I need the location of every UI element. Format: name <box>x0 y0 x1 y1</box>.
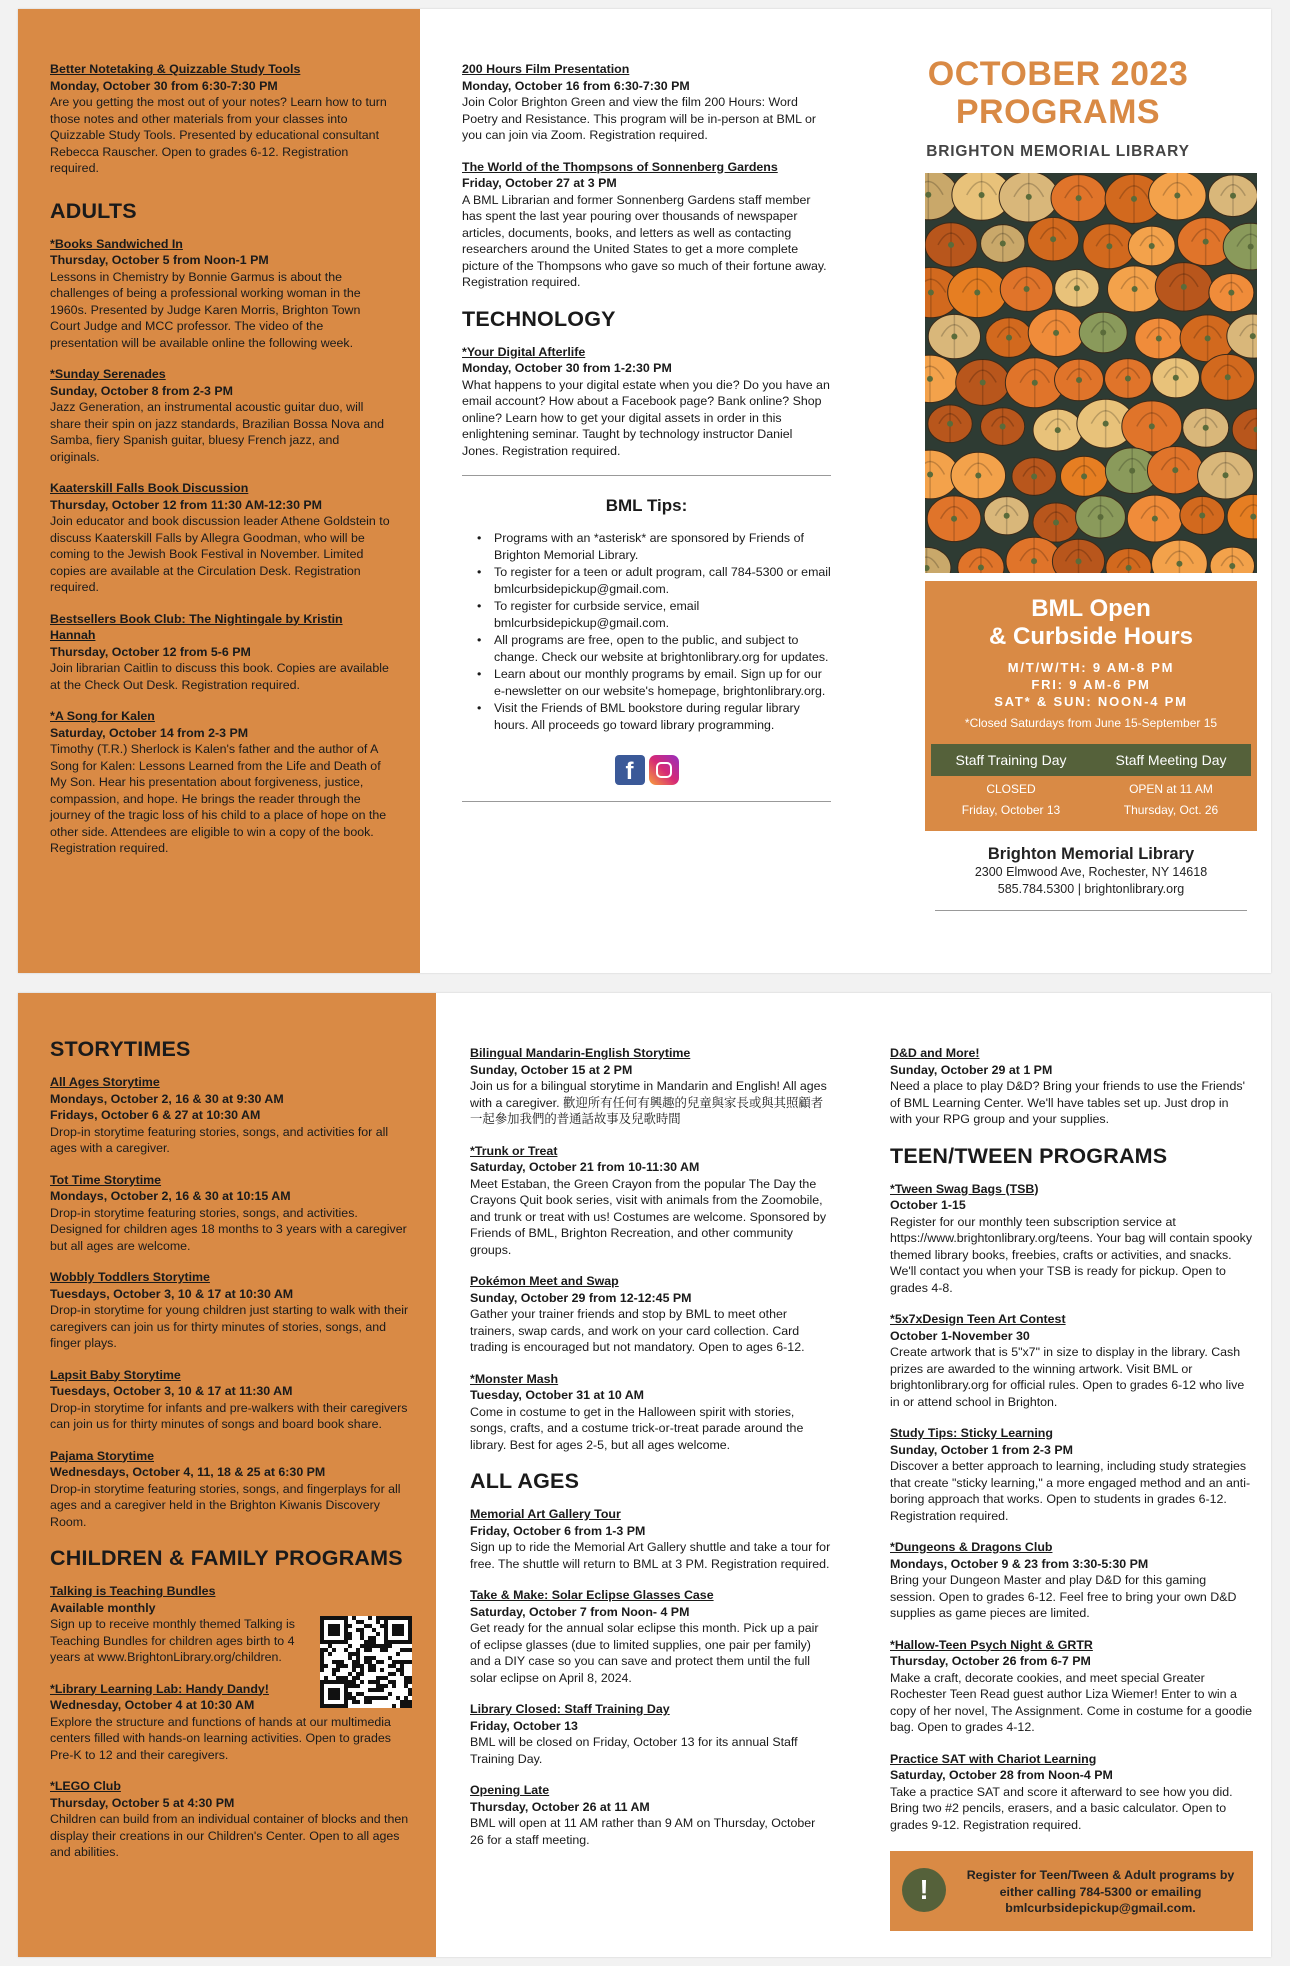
all-ages-heading: ALL AGES <box>470 1469 580 1493</box>
event-item <box>890 1311 1253 1410</box>
library-subtitle: BRIGHTON MEMORIAL LIBRARY <box>926 143 1190 160</box>
library-contact: 585.784.5300 | brightonlibrary.org <box>997 882 1185 896</box>
event-item <box>50 611 390 694</box>
event-item <box>470 1782 832 1848</box>
event-when: Monday, October 16 from 6:30-7:30 PM <box>462 78 690 93</box>
social-links <box>462 755 831 785</box>
page-title <box>845 55 1271 131</box>
event-item <box>890 1181 1253 1297</box>
hours-friday: FRI: 9 AM-6 PM <box>1031 677 1151 692</box>
event-when: Saturday, October 7 from Noon- 4 PM <box>470 1604 690 1619</box>
event-title[interactable]: *A Song for Kalen <box>50 709 155 723</box>
event-item <box>890 1751 1253 1834</box>
event-description: Make a craft, decorate cookies, and meet special Greater Rochester Teen Read guest author Liza Wiemer! Enter to win a copy of her novel, The Assignment. Come in costume for a goodie bag. Open to grades 4-12. <box>890 1670 1253 1734</box>
register-box <box>890 1851 1253 1931</box>
qr-code <box>320 1616 412 1708</box>
tips-title: BML Tips: <box>605 496 688 515</box>
event-when: Friday, October 6 from 1-3 PM <box>470 1523 646 1538</box>
staff-training-label: Staff Training Day <box>931 744 1091 776</box>
event-item <box>470 1273 832 1356</box>
event-title[interactable]: Memorial Art Gallery Tour <box>470 1507 621 1521</box>
event-when: Sunday, October 15 at 2 PM <box>470 1062 633 1077</box>
children-events <box>50 1583 412 1861</box>
event-description: Need a place to play D&D? Bring your friends to use the Friends' of BML Learning Center. We'll have tables set up. Just drop in with your RPG group and your supplies. <box>890 1079 1245 1126</box>
event-description: Drop-in storytime for infants and pre-walkers with their caregivers can join us for thirty minutes of songs and board book share. <box>50 1400 408 1431</box>
staff-days <box>931 744 1251 818</box>
event-title[interactable]: Pajama Storytime <box>50 1448 154 1463</box>
event-item <box>50 1583 412 1666</box>
event-when: Tuesdays, October 3, 10 & 17 at 11:30 AM <box>50 1384 293 1398</box>
hours-note: *Closed Saturdays from June 15-September 15 <box>964 716 1218 730</box>
page1-column-1 <box>18 9 420 973</box>
event-title[interactable]: The World of the Thompsons of Sonnenberg Gardens <box>462 159 778 174</box>
technology-heading: TECHNOLOGY <box>462 306 616 331</box>
event-title[interactable]: Kaaterskill Falls Book Discussion <box>50 481 249 495</box>
event-title[interactable]: Talking is Teaching Bundles <box>50 1584 216 1598</box>
event-when: Thursday, October 26 from 6-7 PM <box>890 1654 1091 1668</box>
event-when: Mondays, October 2, 16 & 30 at 10:15 AM <box>50 1189 291 1203</box>
event-when: Monday, October 30 from 6:30-7:30 PM <box>50 78 278 93</box>
storytimes-heading: STORYTIMES <box>50 1037 191 1061</box>
event-description: Come in costume to get in the Halloween spirit with stories, songs, crafts, and a costume trick-or-treat parade around the library. Best for ages 2-5, but all ages welcome. <box>470 1404 804 1452</box>
event-item <box>50 480 390 596</box>
teen-events <box>890 1181 1253 1834</box>
hours-list <box>925 659 1257 710</box>
tip-item: • Learn about our monthly programs by email. Sign up for our e-newsletter on our website's homepage, brightonlibrary.org. <box>494 666 831 699</box>
event-item <box>462 159 831 291</box>
tip-item: • Visit the Friends of BML bookstore during regular library hours. All proceeds go toward library programming. <box>494 700 831 733</box>
title-line-1: OCTOBER 2023 <box>927 55 1189 93</box>
event-when: Sunday, October 29 at 1 PM <box>890 1062 1053 1077</box>
event-item <box>890 1637 1253 1736</box>
event-item <box>50 236 390 352</box>
event-item <box>50 708 390 857</box>
event-item <box>462 61 831 144</box>
page2-column-2 <box>436 993 854 1957</box>
page1-column-2 <box>420 9 845 973</box>
event-title[interactable]: *Library Learning Lab: Handy Dandy! <box>50 1681 269 1696</box>
event-title[interactable]: Opening Late <box>470 1783 550 1797</box>
intro-events <box>50 61 390 177</box>
event-description: Create artwork that is 5"x7" in size to display in the library. Cash prizes are awarded to the winning artwork. Visit BML or brightonlibrary.org for official rules. Open to grades 6-12 who live in or attend school in Brighton. <box>890 1345 1245 1409</box>
children-heading: CHILDREN & FAMILY PROGRAMS <box>50 1546 403 1570</box>
event-when: Mondays, October 9 & 23 from 3:30-5:30 PM <box>890 1556 1149 1571</box>
storytimes-events <box>50 1074 412 1530</box>
technology-events <box>462 344 831 460</box>
staff-meeting-day <box>1091 744 1251 818</box>
library-address: 2300 Elmwood Ave, Rochester, NY 14618 <box>974 865 1208 879</box>
event-description: Join educator and book discussion leader Athene Goldstein to discuss Kaaterskill Falls by Allegra Goodman, who will be coming to the Jewish Book Festival in November. Limited copies are available at the Circulation Desk. Registration required. <box>50 514 390 594</box>
event-title[interactable]: All Ages Storytime <box>50 1075 160 1089</box>
event-when: Wednesday, October 4 at 10:30 AM <box>50 1698 255 1712</box>
event-item <box>890 1539 1253 1622</box>
hours-title-line-2: & Curbside Hours <box>988 623 1194 650</box>
event-description: Take a practice SAT and score it afterward to see how you did. Bring two #2 pencils, erasers, and a basic calculator. Open to grades 9-12. Registration required. <box>890 1784 1233 1832</box>
event-description: Join us for a bilingual storytime in Mandarin and English! All ages with a caregiver. 歡迎所有任何有興趣的兒童與家長或與其照顧者一起參加我們的普通話故事及兒歌時間 <box>470 1079 827 1126</box>
event-title[interactable]: *Trunk or Treat <box>470 1143 558 1158</box>
page2-column-3 <box>854 993 1271 1957</box>
hours-box <box>925 581 1257 831</box>
event-title[interactable]: D&D and More! <box>890 1046 980 1060</box>
hours-weekend: SAT* & SUN: NOON-4 PM <box>994 694 1188 709</box>
event-title[interactable]: Library Closed: Staff Training Day <box>470 1702 670 1716</box>
page1-column-3 <box>845 9 1271 973</box>
teen-heading: TEEN/TWEEN PROGRAMS <box>890 1143 1168 1168</box>
event-item <box>50 1367 412 1433</box>
tip-item: • To register for curbside service, email bmlcurbsidepickup@gmail.com. <box>494 598 831 631</box>
dnd-events <box>890 1045 1253 1128</box>
event-item <box>890 1045 1253 1128</box>
exclamation-icon: ! <box>902 1868 946 1912</box>
page2-column-1 <box>18 993 436 1957</box>
event-when: Fridays, October 6 & 27 at 10:30 AM <box>50 1108 261 1122</box>
divider <box>935 910 1247 911</box>
event-when: Saturday, October 28 from Noon-4 PM <box>890 1768 1113 1782</box>
event-description: Get ready for the annual solar eclipse this month. Pick up a pair of eclipse glasses (due to limited supplies, one pair per family) and a DIY case so you can save and protect them until the full solar eclipse on April 8, 2024. <box>470 1621 819 1685</box>
event-when: Thursday, October 5 from Noon-1 PM <box>50 253 269 267</box>
event-when: Friday, October 27 at 3 PM <box>462 176 617 190</box>
event-description: Drop-in storytime featuring stories, songs, and activities for all ages with a caregiver. <box>50 1124 389 1155</box>
event-title[interactable]: 200 Hours Film Presentation <box>462 62 630 76</box>
event-title[interactable]: *Monster Mash <box>470 1371 559 1386</box>
event-when: Saturday, October 14 from 2-3 PM <box>50 725 249 740</box>
staff-training-date: Friday, October 13 <box>961 803 1061 817</box>
event-description: A BML Librarian and former Sonnenberg Gardens staff member has spent the last year pouring over thousands of newspaper articles, documents, books, and letters as well as contacting researchers around the United States to get a more complete picture of the Thompsons who gave so much of their fortune away. Registration required. <box>462 192 827 289</box>
event-title[interactable]: Wobbly Toddlers Storytime <box>50 1270 210 1284</box>
event-title[interactable]: *Hallow-Teen Psych Night & GRTR <box>890 1637 1093 1652</box>
event-title[interactable]: Pokémon Meet and Swap <box>470 1274 619 1288</box>
event-description: BML will open at 11 AM rather than 9 AM on Thursday, October 26 for a staff meeting. <box>470 1816 816 1847</box>
event-item <box>50 1778 412 1861</box>
event-item <box>470 1371 832 1454</box>
event-description: Discover a better approach to learning, including study strategies that create "sticky learning," a more engaged method and an anti-boring approach that works. Open to students in grades 6-12. Registration required. <box>890 1459 1251 1523</box>
adults-events <box>50 236 390 857</box>
event-description: Join Color Brighton Green and view the film 200 Hours: Word Poetry and Resistance. This program will be in-person at BML or you can join via Zoom. Registration required. <box>462 95 816 142</box>
event-item <box>50 1269 412 1352</box>
event-item <box>470 1143 832 1259</box>
film-events <box>462 61 831 291</box>
event-title[interactable]: Take & Make: Solar Eclipse Glasses Case <box>470 1588 714 1602</box>
event-when: Thursday, October 26 at 11 AM <box>470 1799 650 1814</box>
event-description: What happens to your digital estate when you die? Do you have an email account? How about a Facebook page? Bank online? Shop online? Learn how to get your digital assets in order in this enlightening seminar. Taught by technology instructor Daniel Jones. Registration required. <box>462 377 830 458</box>
all-ages-events <box>470 1506 832 1848</box>
event-when: Wednesdays, October 4, 11, 18 & 25 at 6:30 PM <box>50 1465 326 1479</box>
event-when: Thursday, October 12 from 5-6 PM <box>50 644 251 659</box>
event-title[interactable]: Bestsellers Book Club: The Nightingale by Kristin Hannah <box>50 611 343 642</box>
event-title[interactable]: *Dungeons & Dragons Club <box>890 1540 1053 1554</box>
event-title[interactable]: Better Notetaking & Quizzable Study Tools <box>50 62 301 76</box>
event-description: Meet Estaban, the Green Crayon from the popular The Day the Crayons Quit book series, visit with animals from the Zoomobile, and trunk or treat with us! Costumes are welcome. Sponsored by Friends of BML, Brighton Recreation, and other community groups. <box>470 1176 827 1257</box>
event-title[interactable]: *Your Digital Afterlife <box>462 344 586 359</box>
event-item <box>50 1172 412 1255</box>
library-name: Brighton Memorial Library <box>987 845 1195 863</box>
event-description: Lessons in Chemistry by Bonnie Garmus is about the challenges of being a professional working woman in the 1960s. Presented by Judge Karen Morris, Brighton Town Court Judge and MCC professor. The video of the presentation will be available online the following week. <box>50 269 361 350</box>
event-item <box>50 1448 412 1531</box>
event-title[interactable]: Practice SAT with Chariot Learning <box>890 1751 1097 1766</box>
event-description: Jazz Generation, an instrumental acoustic guitar duo, will share their spin on jazz standards, Brazilian Bossa Nova and Samba, fiery Spanish guitar, bluesy French jazz, and originals. <box>50 400 385 464</box>
event-description: Join librarian Caitlin to discuss this book. Copies are available at the Check Out Desk. Registration required. <box>50 661 389 692</box>
event-item <box>470 1701 832 1767</box>
pumpkins-photo <box>925 173 1257 573</box>
event-when: Tuesday, October 31 at 10 AM <box>470 1388 644 1402</box>
register-text: Register for Teen/Tween & Adult programs by either calling 784-5300 or emailing bmlcurbsidepickup@gmail.com. <box>966 1868 1235 1915</box>
event-description: Children can build from an individual container of blocks and then display their creations in our Children's Center. Open to all ages and abilities. <box>50 1812 409 1859</box>
event-title[interactable]: Study Tips: Sticky Learning <box>890 1426 1053 1440</box>
hours-title <box>925 595 1257 651</box>
facebook-icon[interactable]: f <box>615 755 645 785</box>
event-description: Sign up to receive monthly themed Talking is Teaching Bundles for children ages birth to 4 years at www.BrightonLibrary.org/children. <box>50 1617 295 1664</box>
event-title[interactable]: Bilingual Mandarin-English Storytime <box>470 1046 691 1060</box>
event-when: Sunday, October 8 from 2-3 PM <box>50 383 233 398</box>
tips-list <box>494 530 831 733</box>
divider <box>462 801 831 802</box>
event-description: Drop-in storytime featuring stories, songs, and activities. Designed for children ages 18 months to 3 years with a caregiver but all ages are welcome. <box>50 1205 407 1253</box>
adults-heading: ADULTS <box>50 198 137 223</box>
event-when: October 1-15 <box>890 1198 966 1212</box>
instagram-icon[interactable] <box>649 755 679 785</box>
event-when: Thursday, October 12 from 11:30 AM-12:30 PM <box>50 497 322 512</box>
event-item <box>462 344 831 460</box>
event-title[interactable]: *Books Sandwiched In <box>50 236 183 251</box>
event-when: October 1-November 30 <box>890 1328 1030 1343</box>
tip-item: • Programs with an *asterisk* are sponsored by Friends of Brighton Memorial Library. <box>494 530 831 563</box>
staff-training-status: CLOSED <box>986 782 1036 796</box>
event-description: BML will be closed on Friday, October 13 for its annual Staff Training Day. <box>470 1735 798 1766</box>
event-when: Tuesdays, October 3, 10 & 17 at 10:30 AM <box>50 1286 294 1301</box>
event-description: Explore the structure and functions of hands at our multimedia centers filled with hands-on learning activities. Open to grades Pre-K to 12 and their caregivers. <box>50 1714 391 1762</box>
hours-title-line-1: BML Open <box>1031 595 1151 622</box>
event-description: Timothy (T.R.) Sherlock is Kalen's father and the author of A Song for Kalen: Lessons Learned from the Life and Death of My Son. Hear his presentation about forgiveness, justice, compassion, and hope. He brings the reader through the journey of the tragic loss of his child to a place of hope on the other side. Attendees are eligible to win a copy of the book. Registration required. <box>50 742 387 855</box>
event-title[interactable]: *5x7xDesign Teen Art Contest <box>890 1312 1066 1326</box>
event-description: Sign up to ride the Memorial Art Gallery shuttle and take a tour for free. The shuttle will return to BML at 3 PM. Registration required. <box>470 1540 831 1571</box>
event-title[interactable]: *LEGO Club <box>50 1779 121 1793</box>
library-address-block <box>925 845 1257 911</box>
event-description: Register for our monthly teen subscription service at https://www.brightonlibrary.org/teens. Your bag will contain spooky themed library books, freebies, crafts or activities, and snacks. We'll contact you when your TSB is ready for pickup. Open to grades 4-8. <box>890 1214 1253 1295</box>
event-when: Sunday, October 29 from 12-12:45 PM <box>470 1290 692 1305</box>
event-item <box>470 1587 832 1686</box>
event-item <box>470 1045 832 1128</box>
event-description: Drop-in storytime featuring stories, songs, and fingerplays for all ages and a caregiver held in the Brighton Kiwanis Discovery Room. <box>50 1481 401 1529</box>
event-item <box>50 61 390 177</box>
staff-meeting-label: Staff Meeting Day <box>1091 744 1251 776</box>
staff-training-day <box>931 744 1091 818</box>
event-item <box>50 366 390 465</box>
hours-weekday: M/T/W/TH: 9 AM-8 PM <box>1007 660 1175 675</box>
page-1 <box>18 9 1271 973</box>
event-item <box>890 1425 1253 1524</box>
pumpkins-illustration <box>925 173 1257 573</box>
event-description: Are you getting the most out of your notes? Learn how to turn those notes and other materials from your classes into Quizzable Study Tools. Presented by educational consultant Rebecca Rauscher. Open to grades 6-12. Registration required. <box>50 95 387 175</box>
event-when: Mondays, October 2, 16 & 30 at 9:30 AM <box>50 1091 284 1106</box>
event-when: Monday, October 30 from 1-2:30 PM <box>462 361 672 375</box>
event-title[interactable]: *Tween Swag Bags (TSB) <box>890 1181 1039 1196</box>
staff-meeting-status: OPEN at 11 AM <box>1129 782 1213 796</box>
tip-item: • To register for a teen or adult program, call 784-5300 or email bmlcurbsidepickup@gmail.com. <box>494 564 831 597</box>
event-when: Sunday, October 1 from 2-3 PM <box>890 1442 1073 1457</box>
event-when: Available monthly <box>50 1600 156 1615</box>
event-title[interactable]: *Sunday Serenades <box>50 367 166 381</box>
page-2 <box>18 993 1271 1957</box>
event-item <box>470 1506 832 1572</box>
event-description: Drop-in storytime for young children just starting to walk with their caregivers can join us for thirty minutes of stories, songs, and finger plays. <box>50 1303 409 1350</box>
tip-item: • All programs are free, open to the public, and subject to change. Check our website at brightonlibrary.org for updates. <box>494 632 831 665</box>
title-line-2: PROGRAMS <box>955 93 1161 131</box>
staff-meeting-date: Thursday, Oct. 26 <box>1123 803 1219 817</box>
event-when: Thursday, October 5 at 4:30 PM <box>50 1795 235 1810</box>
family-events <box>470 1045 832 1453</box>
event-title[interactable]: Tot Time Storytime <box>50 1172 162 1187</box>
event-description: Bring your Dungeon Master and play D&D for this gaming session. Open to grades 6-12. Feel free to bring your own D&D supplies as game pieces are limited. <box>890 1573 1237 1620</box>
bml-tips <box>462 475 831 802</box>
event-when: Saturday, October 21 from 10-11:30 AM <box>470 1160 700 1174</box>
event-when: Friday, October 13 <box>470 1718 578 1733</box>
event-description: Gather your trainer friends and stop by BML to meet other trainers, swap cards, and work on your card collection. Card trading is encouraged but not mandatory. Open to ages 6-12. <box>470 1307 805 1354</box>
event-item <box>50 1074 412 1157</box>
event-title[interactable]: Lapsit Baby Storytime <box>50 1367 181 1382</box>
